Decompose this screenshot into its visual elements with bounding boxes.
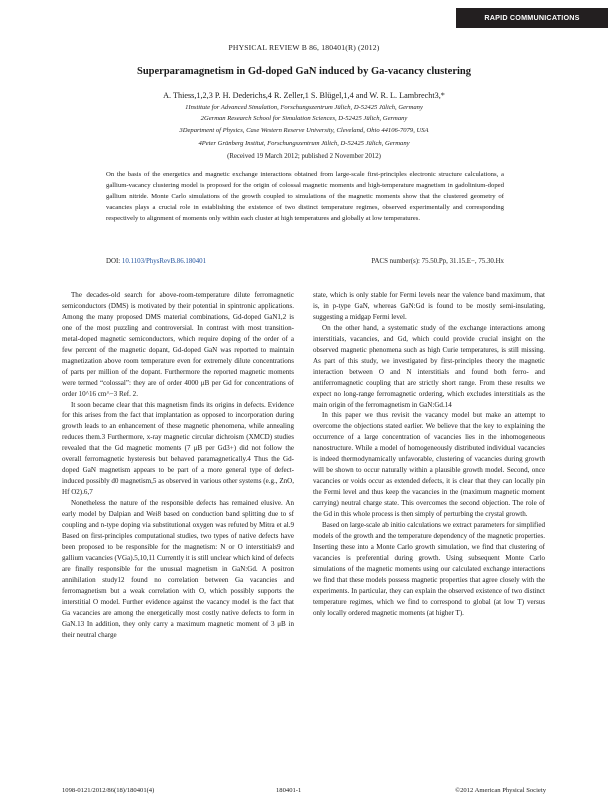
received-dates: (Received 19 March 2012; published 2 November 2012)	[227, 153, 381, 160]
affiliation-2: 2German Research School for Simulation Sciences, D-52425 Jülich, Germany	[200, 115, 408, 122]
affiliation-3: 3Department of Physics, Case Western Reserve University, Cleveland, Ohio 44106-7079, USA	[179, 127, 429, 134]
page-footer	[62, 787, 546, 794]
paragraph: state, which is only stable for Fermi levels near the valence band maximum, that is, in p-type GaN, whereas GaN:Gd is found to be mostly semi-insulating, suggesting a midgap Fermi level.	[313, 291, 545, 321]
copyright: ©2012 American Physical Society	[455, 787, 546, 794]
paragraph: It soon became clear that this magnetism finds its origins in defects. Evidence for this arises from the fact that implantation as opposed to incorporation during growth leads to an enhancement of these magnetic phenomena, while annealing reduces them.3 Furthermore, x-ray magnetic circular dichroism (XMCD) studies revealed that the Gd magnetic moments (7 μB per Gd3+) did not follow the overall ferromagnetic hysteresis but behaved paramagnetically.4 Thus the Gd-doped GaN magnetism appears to be part of a more general type of defect-induced possibly d0 magnetism,5 as observed in various other systems (e.g., ZnO, Hf O2).6,7	[62, 400, 294, 497]
paper-title: Superparamagnetism in Gd-doped GaN induced by Ga-vacancy clustering	[137, 66, 471, 77]
doi-link[interactable]: 10.1103/PhysRevB.86.180401	[121, 258, 207, 265]
paragraph: Nonetheless the nature of the responsible defects has remained elusive. An early model by Dalpian and Wei8 based on conduction band splitting due to sf coupling and n-type doping via substitutional oxygen was refuted by Mitra et al.9 Based on first-principles computational studies, two types of native defects have been proposed to be responsible for the magnetism: N or O interstitials9 and gallium vacancies (VGa).5,10,11 Currently it is still unclear which kind of defects are finally responsible for the unusual magnetism in GaN:Gd. A positron annihilation study12 found no correlation between Ga vacancies and ferromagnetism but a weak correlation with O, which possibly supports the interstitial O model. Further evidence against the vacancy model is the fact that Ga vacancies are among the energetically most costly native defects to form in GaN.13 In addition, they only carry a maximum magnetic moment of 3 μB in their neutral charge	[62, 499, 294, 639]
author-list: A. Thiess,1,2,3 P. H. Dederichs,4 R. Zeller,1 S. Blügel,1,4 and W. R. L. Lambrecht3,*	[163, 91, 445, 100]
paragraph: In this paper we thus revisit the vacancy model but make an attempt to overcome the objections stated earlier. We believe that the key to explaining the occurrence of a large concentration of vacancies lies in the inhomogeneous nanostructure. While a model of homogeneously distributed individual vacancies is indeed thermodynamically unfavorable, clustering of vacancies during growth will be shown to occur naturally within a plausible growth model. Second, once vacancies or voids occur as extended defects, it is clear that they can locally pin the Fermi level and thus keep the vacancies in the (maximum magnetic moment carrying) neutral charge state. This overcomes the second objection. The role of the Gd in this whole process is then simply of perturbing the crystal growth.	[313, 411, 545, 519]
journal-citation: PHYSICAL REVIEW B 86, 180401(R) (2012)	[228, 43, 380, 52]
left-column	[62, 290, 294, 641]
issn-code: 1098-0121/2012/86(18)/180401(4)	[62, 787, 155, 794]
abstract: On the basis of the energetics and magnetic exchange interactions obtained from large-scale first-principles electronic structure calculations, a gallium-vacancy clustering model is proposed for the origin of colossal magnetic moments and high-temperature magnetism in gadolinium-doped gallium nitride. Monte Carlo simulations of the growth coupled to simulations of the magnetic moments show that the clustered geometry of vacancies plays a crucial role in establishing the existence of two distinct temperature regimes, observed experimentally and corresponding respectively to alignment of moments only within each cluster at high temperatures and globally at low temperatures.	[106, 171, 504, 222]
paragraph: On the other hand, a systematic study of the exchange interactions among interstitials, vacancies, and Gd, which could provide crucial insight on the observed magnetic phenomena such as high Curie temperatures, is still missing. As part of this study, we investigated by first-principles theory the magnetic interaction between O and N interstitials and found both ferro- and antiferromagnetic coupling that are strictly short range. From these results we expect no long-range ferromagnetic ordering, which excludes interstitials as the main origin of the ferromagnetism in GaN:Gd.14	[313, 323, 545, 409]
rapid-communications-banner: RAPID COMMUNICATIONS	[456, 8, 608, 28]
affiliation-1: 1Institute for Advanced Simulation, Forschungszentrum Jülich, D-52425 Jülich, Germany	[185, 104, 423, 111]
right-column	[313, 290, 545, 619]
pacs-numbers: PACS number(s): 75.50.Pp, 31.15.E−, 75.30.Hx	[371, 258, 504, 265]
affiliation-4: 4Peter Grünberg Institut, Forschungszentrum Jülich, D-52425 Jülich, Germany	[198, 140, 410, 147]
article-metadata	[106, 258, 504, 265]
doi-label: DOI:	[106, 258, 121, 265]
paragraph: The decades-old search for above-room-temperature dilute ferromagnetic semiconductors (DMS) is motivated by their potential in spintronic applications. Among the many proposed DMS material combinations, Gd-doped GaN1,2 is one of the most puzzling and controversial. In contrast with most transition-metal-doped magnetic semiconductors, which require doping of the order of a few percent of the magnetic dopant, Gd-doped GaN was reported to maintain magnetization above room temperature even for extremely dilute concentrations of parts per million of the dopant. Furthermore the reported magnetic moments were termed “colossal”: they are of order 4000 μB per Gd for concentrations of order 10^16 cm^−3 Ref. 2.	[62, 291, 294, 398]
page-number: 180401-1	[276, 787, 302, 794]
paragraph: Based on large-scale ab initio calculations we extract parameters for simplified models of the growth and the temperature dependency of the magnetic properties. Inserting these into a Monte Carlo growth simulation, we find that clustering of vacancies is preferential during growth. Using subsequent Monte Carlo simulations of the magnetic moments using our calculated exchange interactions we find that these models possess magnetic properties that agree closely with the experiments. In particular, they can explain the observed existence of two distinct temperature regimes, which we find to correspond to global (at low T) versus only locally ordered magnetic moments (at higher T).	[313, 521, 545, 617]
